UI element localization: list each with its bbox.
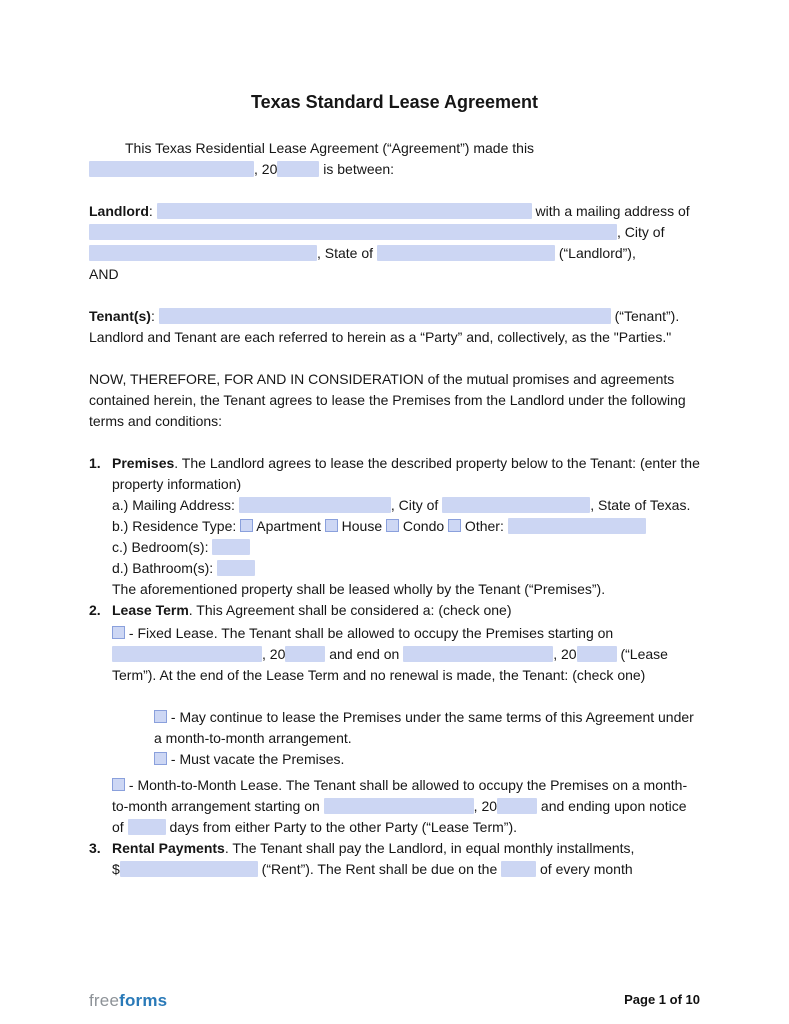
agreement-year-field[interactable] bbox=[277, 161, 319, 177]
mtm-start-date-field[interactable] bbox=[324, 798, 474, 814]
text-run: b.) Residence Type: bbox=[112, 518, 241, 534]
field-group bbox=[112, 861, 258, 877]
text-run: . This Agreement shall be considered a: (check one) bbox=[188, 602, 512, 618]
item-number: 2. bbox=[89, 602, 101, 618]
fixed-start-year-field[interactable] bbox=[285, 646, 325, 662]
logo-free-text: free bbox=[89, 991, 120, 1010]
other-residence-field[interactable] bbox=[508, 518, 646, 534]
other-checkbox[interactable] bbox=[448, 519, 461, 532]
document-content bbox=[89, 0, 700, 880]
document-body bbox=[89, 138, 700, 880]
landlord-state-field[interactable] bbox=[377, 245, 555, 261]
apartment-checkbox[interactable] bbox=[240, 519, 253, 532]
text-run: $ bbox=[112, 861, 120, 877]
text-run: - Must vacate the Premises. bbox=[167, 751, 345, 767]
text-run: AND bbox=[89, 266, 119, 282]
fixed-start-date-field[interactable] bbox=[112, 646, 262, 662]
text-run: The aforementioned property shall be leased wholly by the Tenant (“Premises”). bbox=[112, 581, 606, 597]
text-run: 20 bbox=[261, 161, 278, 177]
text-run: and ending upon notice of bbox=[112, 798, 687, 835]
text-run: (“Lease Term”). At the end of the Lease Term and no renewal is made, the Tenant: (check one) bbox=[112, 646, 668, 683]
text-run: NOW, THEREFORE, FOR AND IN CONSIDERATION of the mutual promises and agreements contained herein, the Tenant agrees to lease the Premises from the Landlord under the following terms and conditions: bbox=[89, 371, 686, 429]
text-run: (“Tenant”). Landlord and Tenant are each referred to herein as a “Party” and, collectively, as the "Parties." bbox=[89, 308, 680, 345]
premises-mailing-address bbox=[112, 495, 700, 516]
text-run: , City of bbox=[390, 497, 443, 513]
text-run: - Fixed Lease. The Tenant shall be allowed to occupy the Premises starting on bbox=[125, 625, 614, 641]
fixed-lease-option bbox=[112, 623, 700, 686]
text-run: Apartment bbox=[253, 518, 325, 534]
text-run: days from either Party to the other Party (“Lease Term”). bbox=[165, 819, 518, 835]
premises-note bbox=[112, 579, 700, 600]
landlord-city-field[interactable] bbox=[89, 245, 317, 261]
tenant-label: Tenant(s) bbox=[89, 308, 151, 324]
consideration-clause bbox=[89, 369, 700, 432]
document-title: Texas Standard Lease Agreement bbox=[250, 92, 539, 112]
premises-residence-type bbox=[112, 516, 700, 537]
text-run: , bbox=[553, 646, 561, 662]
text-run: c.) Bedroom(s): bbox=[112, 539, 213, 555]
vacate-option bbox=[154, 749, 700, 770]
text-run: : bbox=[150, 308, 159, 324]
fixed-end-year-field[interactable] bbox=[577, 646, 617, 662]
text-run: This Texas Residential Lease Agreement (“Agreement”) made this bbox=[125, 140, 535, 156]
item-premises bbox=[89, 453, 700, 495]
text-run: Other: bbox=[461, 518, 508, 534]
text-run: : bbox=[148, 203, 157, 219]
text-run: - May continue to lease the Premises under the same terms of this Agreement under a month-to-month arrangement. bbox=[154, 709, 694, 746]
text-run: House bbox=[337, 518, 386, 534]
text-run: , bbox=[254, 161, 262, 177]
text-run: of every month bbox=[536, 861, 633, 877]
text-run: - Month-to-Month Lease. The Tenant shall be allowed to occupy the Premises on a month-to-month arrangement starting on bbox=[112, 777, 688, 814]
mtm-start-year-field[interactable] bbox=[497, 798, 537, 814]
field-group bbox=[481, 798, 537, 814]
item-rental-payments bbox=[89, 838, 700, 880]
rental-payments-label: Rental Payments bbox=[112, 840, 225, 856]
text-run: d.) Bathroom(s): bbox=[112, 560, 218, 576]
item-number: 3. bbox=[89, 840, 101, 856]
condo-checkbox[interactable] bbox=[386, 519, 399, 532]
landlord-address-field[interactable] bbox=[89, 224, 617, 240]
month-to-month-checkbox[interactable] bbox=[112, 778, 125, 791]
premises-label: Premises bbox=[112, 455, 175, 471]
text-run: , bbox=[262, 646, 270, 662]
bedrooms-field[interactable] bbox=[212, 539, 250, 555]
text-run: 20 bbox=[481, 798, 498, 814]
logo-forms-text: forms bbox=[119, 991, 168, 1010]
text-run: , State of bbox=[317, 245, 377, 261]
text-run: (“Rent”). The Rent shall be due on the bbox=[257, 861, 502, 877]
text-run: Condo bbox=[399, 518, 449, 534]
text-run: , State of Texas. bbox=[590, 497, 691, 513]
text-run: . The Landlord agrees to lease the described property below to the Tenant: (enter the property information) bbox=[112, 455, 700, 492]
fixed-lease-checkbox[interactable] bbox=[112, 626, 125, 639]
landlord-clause bbox=[89, 201, 700, 285]
text-run: 20 bbox=[561, 646, 577, 662]
rent-amount-field[interactable] bbox=[120, 861, 258, 877]
text-run: with a mailing address of bbox=[531, 203, 690, 219]
text-run: is between: bbox=[319, 161, 395, 177]
field-group bbox=[561, 646, 617, 662]
continue-month-to-month-checkbox[interactable] bbox=[154, 710, 167, 723]
notice-days-field[interactable] bbox=[128, 819, 166, 835]
text-run: , City of bbox=[617, 224, 665, 240]
text-run: 20 bbox=[269, 646, 286, 662]
landlord-label: Landlord bbox=[89, 203, 149, 219]
house-checkbox[interactable] bbox=[325, 519, 338, 532]
property-mailing-address-field[interactable] bbox=[239, 497, 391, 513]
freeforms-logo[interactable] bbox=[89, 991, 167, 1011]
page-number: Page 1 of 10 bbox=[624, 992, 700, 1007]
text-run: (“Landlord”), bbox=[554, 245, 636, 261]
must-vacate-checkbox[interactable] bbox=[154, 752, 167, 765]
agreement-date-field[interactable] bbox=[89, 161, 254, 177]
field-group bbox=[270, 646, 326, 662]
rent-due-day-field[interactable] bbox=[501, 861, 536, 877]
item-lease-term bbox=[89, 600, 700, 621]
field-group bbox=[262, 161, 320, 177]
text-run: and end on bbox=[325, 646, 404, 662]
landlord-name-field[interactable] bbox=[157, 203, 532, 219]
property-city-field[interactable] bbox=[442, 497, 590, 513]
tenant-clause bbox=[89, 306, 700, 348]
bathrooms-field[interactable] bbox=[217, 560, 255, 576]
continue-option bbox=[154, 707, 700, 749]
text-run: . The Tenant shall pay the Landlord, in equal monthly installments, bbox=[224, 840, 635, 856]
premises-bathrooms bbox=[112, 558, 700, 579]
month-to-month-option bbox=[112, 775, 700, 838]
lease-term-label: Lease Term bbox=[112, 602, 189, 618]
item-number: 1. bbox=[89, 455, 101, 471]
intro-paragraph bbox=[89, 138, 700, 180]
tenant-name-field[interactable] bbox=[159, 308, 611, 324]
fixed-end-date-field[interactable] bbox=[403, 646, 553, 662]
text-run: , bbox=[473, 798, 482, 814]
text-run: a.) Mailing Address: bbox=[112, 497, 239, 513]
premises-bedrooms bbox=[112, 537, 700, 558]
